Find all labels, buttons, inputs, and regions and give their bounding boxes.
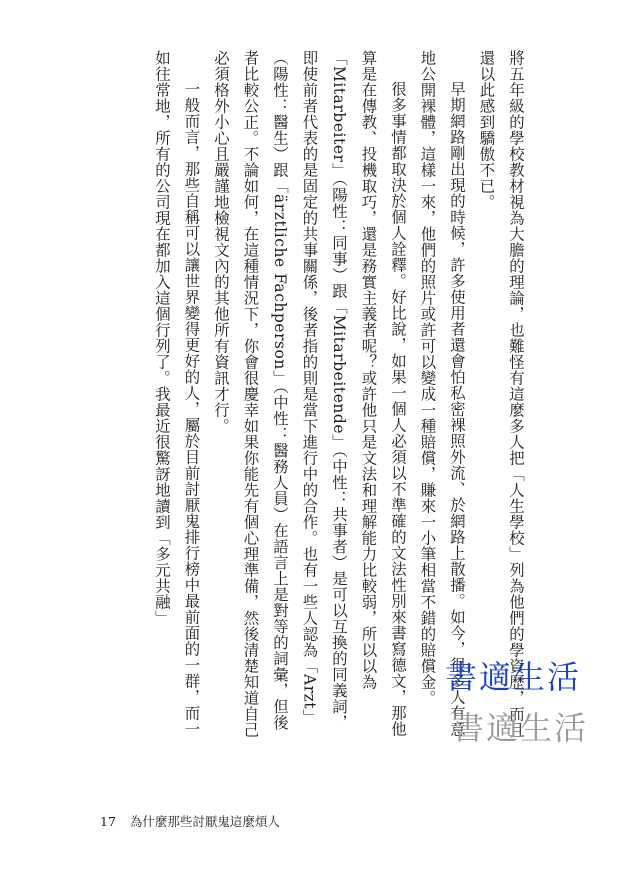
paragraph-4: 一般而言，那些自稱可以讓世界變得更好的人，屬於目前討厭鬼排行榜中最前面的一群，而一如往常地，所有的公司現在都加入這個行列了。我最近很驚訝地讀到「多元共融」	[153, 50, 201, 737]
page-footer	[100, 812, 280, 830]
paragraph-2: 早期網路剛出現的時候，許多使用者還會怕私密裸照外流、於網路上散播。如今，很多人有意地公開裸體，這樣一來，他們的照片或許可以變成一種賠償，賺來一小筆相當不錯的賠償金。	[418, 50, 466, 737]
paragraph-3: 很多事情都取決於個人詮釋。好比說，如果一個人必須以不準確的文法性別來書寫德文，那他算是在傳教、投機取巧，還是務實主義者呢？或許他只是文法和理解能力比較弱，所以以為「Mitarbeiter」（陽性：同事）跟「Mitarbeitende」（中性：共事者）是可以互換的同義詞，即使前者代表的是固定的共事關係，後者指的則是當下進行中的合作。也有一些人認為「Arzt」（陽性：醫生）跟「ärztliche Fachperson」（中性：醫務人員）在語言上是對等的詞彙，但後者比較公正。不論如何，在這種情況下，你會很慶幸如果你能先有個心理準備，然後清楚知道自己必須格外小心且嚴謹地檢視文內的其他所有資訊才行。	[212, 50, 407, 738]
watermark-gray: 書適生活	[452, 709, 589, 747]
running-title: 為什麼那些討厭鬼這麼煩人	[129, 814, 280, 829]
body-text	[110, 50, 530, 740]
watermark-blue: 書適生活	[445, 658, 582, 696]
paragraph-1: 將五年級的學校教材視為大膽的理論，也難怪有這麼多人把「人生學校」列為他們的學資歷，而且還以此感到驕傲不已。	[477, 50, 525, 738]
page-number: 17	[100, 814, 116, 829]
